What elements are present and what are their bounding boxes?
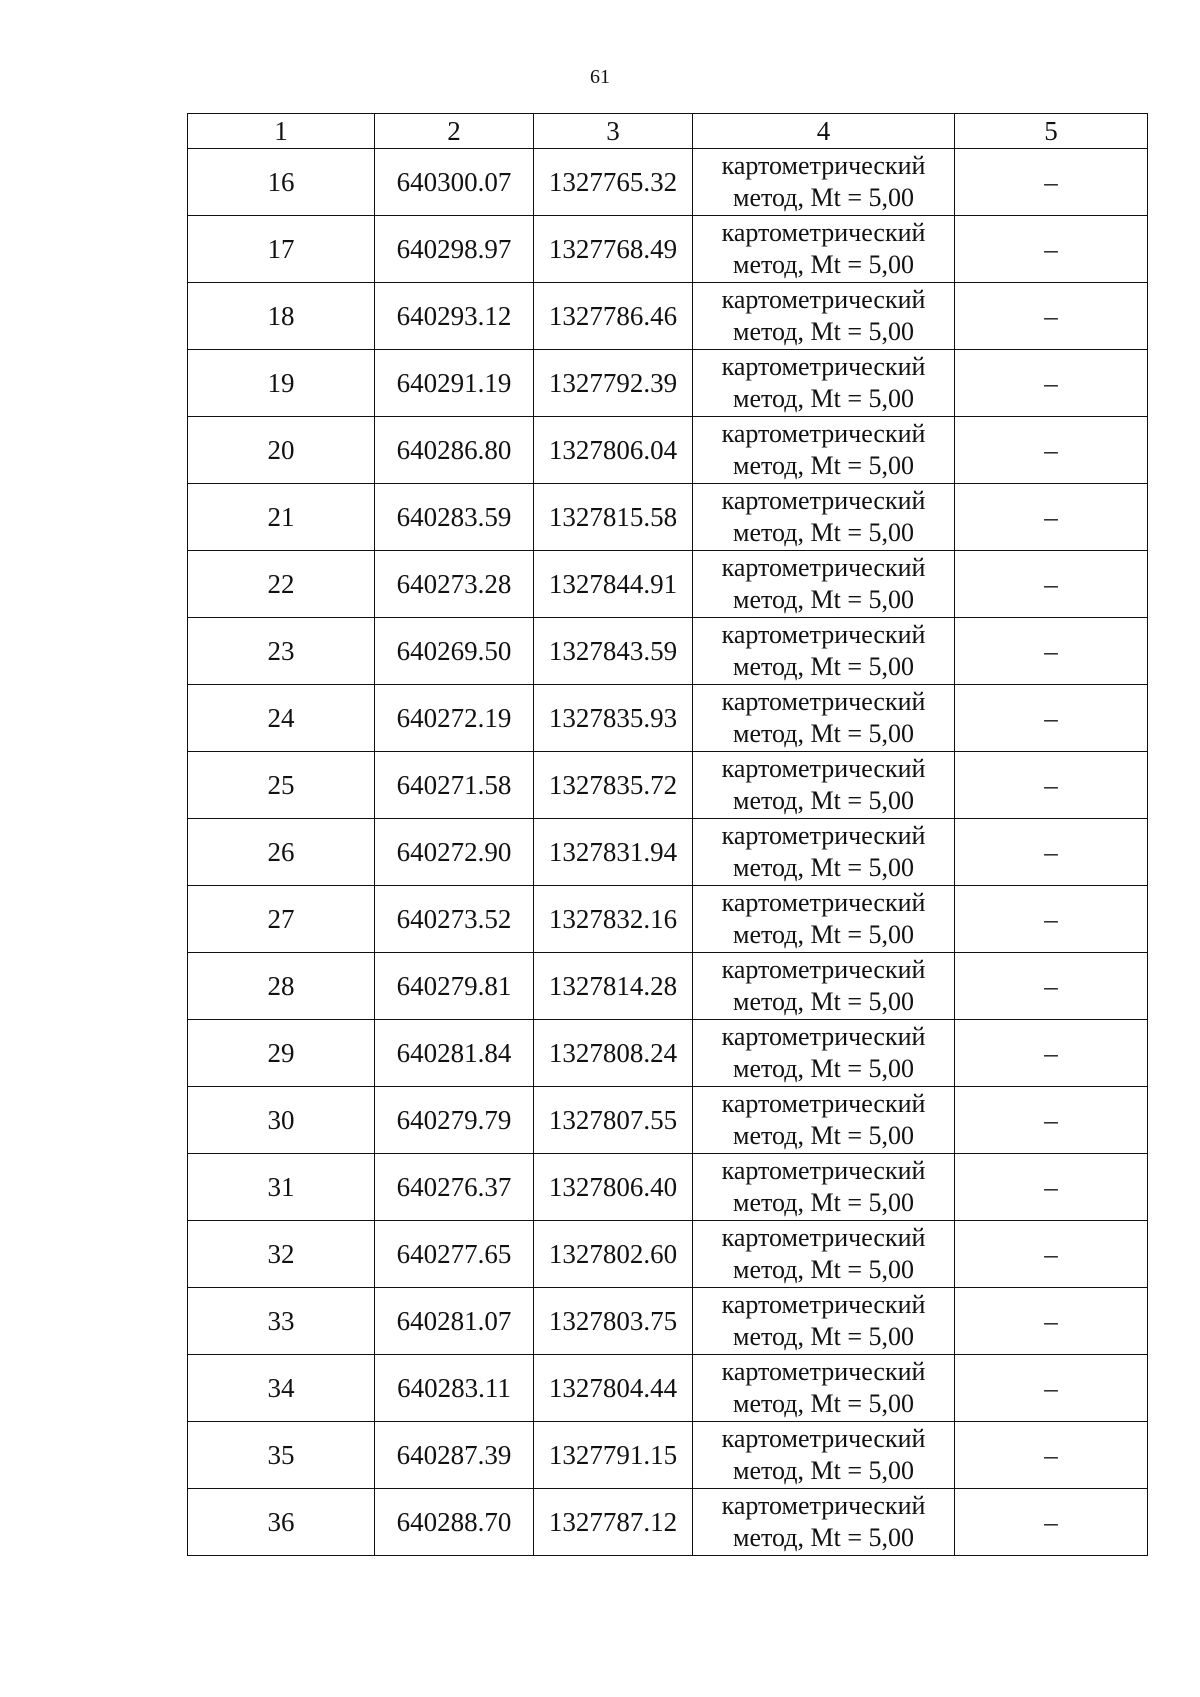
method-line-1: картометрический [721,1156,926,1185]
method-line-2: метод, Mt = 5,00 [733,1121,914,1150]
y-coordinate-cell: 1327802.60 [534,1221,693,1288]
y-coordinate-cell: 1327792.39 [534,350,693,417]
header-col-3: 3 [534,114,693,149]
note-cell: – [955,1154,1148,1221]
note-cell: – [955,1288,1148,1355]
method-cell [693,350,955,417]
method-cell [693,1020,955,1087]
method-cell [693,149,955,216]
method-cell [693,283,955,350]
y-coordinate-cell: 1327768.49 [534,216,693,283]
x-coordinate-cell: 640273.28 [375,551,534,618]
header-col-1: 1 [188,114,375,149]
note-cell: – [955,551,1148,618]
point-number-cell: 36 [188,1489,375,1556]
method-line-1: картометрический [721,553,926,582]
note-cell: – [955,685,1148,752]
table-row [188,618,1148,685]
note-cell: – [955,1489,1148,1556]
x-coordinate-cell: 640283.59 [375,484,534,551]
note-cell: – [955,886,1148,953]
note-cell: – [955,417,1148,484]
method-cell [693,484,955,551]
x-coordinate-cell: 640283.11 [375,1355,534,1422]
note-cell: – [955,752,1148,819]
header-col-5: 5 [955,114,1148,149]
method-line-1: картометрический [721,620,926,649]
point-number-cell: 16 [188,149,375,216]
point-number-cell: 23 [188,618,375,685]
x-coordinate-cell: 640300.07 [375,149,534,216]
method-line-2: метод, Mt = 5,00 [733,183,914,212]
table-row [188,685,1148,752]
method-line-1: картометрический [721,1089,926,1118]
point-number-cell: 26 [188,819,375,886]
point-number-cell: 28 [188,953,375,1020]
x-coordinate-cell: 640281.07 [375,1288,534,1355]
note-cell: – [955,618,1148,685]
y-coordinate-cell: 1327814.28 [534,953,693,1020]
x-coordinate-cell: 640272.90 [375,819,534,886]
x-coordinate-cell: 640281.84 [375,1020,534,1087]
x-coordinate-cell: 640269.50 [375,618,534,685]
method-line-1: картометрический [721,151,926,180]
method-line-1: картометрический [721,1223,926,1252]
method-cell [693,216,955,283]
method-line-2: метод, Mt = 5,00 [733,317,914,346]
note-cell: – [955,819,1148,886]
method-cell [693,618,955,685]
method-line-1: картометрический [721,1357,926,1386]
table-row [188,484,1148,551]
method-cell [693,953,955,1020]
note-cell: – [955,216,1148,283]
method-line-1: картометрический [721,754,926,783]
method-line-1: картометрический [721,955,926,984]
header-col-4: 4 [693,114,955,149]
note-cell: – [955,1422,1148,1489]
x-coordinate-cell: 640273.52 [375,886,534,953]
coordinates-table [187,113,1148,1556]
method-line-2: метод, Mt = 5,00 [733,1054,914,1083]
note-cell: – [955,283,1148,350]
method-line-1: картометрический [721,1424,926,1453]
method-line-1: картометрический [721,285,926,314]
method-line-1: картометрический [721,1290,926,1319]
x-coordinate-cell: 640291.19 [375,350,534,417]
table-row [188,1422,1148,1489]
table-row [188,1355,1148,1422]
method-cell [693,1154,955,1221]
method-line-2: метод, Mt = 5,00 [733,451,914,480]
method-line-2: метод, Mt = 5,00 [733,1456,914,1485]
x-coordinate-cell: 640279.79 [375,1087,534,1154]
page-number: 61 [590,66,610,88]
method-line-2: метод, Mt = 5,00 [733,853,914,882]
note-cell: – [955,1087,1148,1154]
point-number-cell: 20 [188,417,375,484]
point-number-cell: 18 [188,283,375,350]
method-line-2: метод, Mt = 5,00 [733,652,914,681]
x-coordinate-cell: 640287.39 [375,1422,534,1489]
y-coordinate-cell: 1327832.16 [534,886,693,953]
method-line-1: картометрический [721,1491,926,1520]
method-line-1: картометрический [721,687,926,716]
method-line-2: метод, Mt = 5,00 [733,719,914,748]
method-line-1: картометрический [721,419,926,448]
table-row [188,819,1148,886]
method-cell [693,551,955,618]
point-number-cell: 19 [188,350,375,417]
method-cell [693,1422,955,1489]
method-line-2: метод, Mt = 5,00 [733,920,914,949]
x-coordinate-cell: 640298.97 [375,216,534,283]
table-row [188,1087,1148,1154]
method-line-1: картометрический [721,352,926,381]
method-line-2: метод, Mt = 5,00 [733,384,914,413]
y-coordinate-cell: 1327844.91 [534,551,693,618]
y-coordinate-cell: 1327808.24 [534,1020,693,1087]
x-coordinate-cell: 640279.81 [375,953,534,1020]
method-cell [693,1489,955,1556]
method-cell [693,1087,955,1154]
x-coordinate-cell: 640272.19 [375,685,534,752]
note-cell: – [955,1221,1148,1288]
table-header-row [188,114,1148,149]
point-number-cell: 24 [188,685,375,752]
x-coordinate-cell: 640286.80 [375,417,534,484]
point-number-cell: 22 [188,551,375,618]
y-coordinate-cell: 1327806.40 [534,1154,693,1221]
point-number-cell: 17 [188,216,375,283]
point-number-cell: 32 [188,1221,375,1288]
y-coordinate-cell: 1327835.93 [534,685,693,752]
table-row [188,350,1148,417]
y-coordinate-cell: 1327835.72 [534,752,693,819]
y-coordinate-cell: 1327831.94 [534,819,693,886]
method-line-2: метод, Mt = 5,00 [733,1255,914,1284]
method-line-1: картометрический [721,486,926,515]
note-cell: – [955,1355,1148,1422]
y-coordinate-cell: 1327786.46 [534,283,693,350]
table-row [188,283,1148,350]
method-cell [693,886,955,953]
method-cell [693,819,955,886]
table-row [188,149,1148,216]
note-cell: – [955,149,1148,216]
method-line-2: метод, Mt = 5,00 [733,1523,914,1552]
y-coordinate-cell: 1327765.32 [534,149,693,216]
table-row [188,1154,1148,1221]
method-line-2: метод, Mt = 5,00 [733,1188,914,1217]
method-line-1: картометрический [721,821,926,850]
table-body [188,149,1148,1556]
point-number-cell: 29 [188,1020,375,1087]
method-line-1: картометрический [721,1022,926,1051]
method-line-2: метод, Mt = 5,00 [733,1389,914,1418]
table-row [188,216,1148,283]
method-cell [693,1355,955,1422]
x-coordinate-cell: 640288.70 [375,1489,534,1556]
point-number-cell: 27 [188,886,375,953]
method-line-2: метод, Mt = 5,00 [733,987,914,1016]
table-row [188,752,1148,819]
point-number-cell: 25 [188,752,375,819]
method-cell [693,685,955,752]
table-row [188,551,1148,618]
method-line-1: картометрический [721,218,926,247]
header-col-2: 2 [375,114,534,149]
point-number-cell: 31 [188,1154,375,1221]
y-coordinate-cell: 1327791.15 [534,1422,693,1489]
method-line-2: метод, Mt = 5,00 [733,1322,914,1351]
table-row [188,953,1148,1020]
method-cell [693,417,955,484]
method-cell [693,1221,955,1288]
method-line-2: метод, Mt = 5,00 [733,786,914,815]
table-row [188,1489,1148,1556]
point-number-cell: 33 [188,1288,375,1355]
method-line-2: метод, Mt = 5,00 [733,585,914,614]
y-coordinate-cell: 1327806.04 [534,417,693,484]
table-row [188,886,1148,953]
x-coordinate-cell: 640293.12 [375,283,534,350]
point-number-cell: 35 [188,1422,375,1489]
y-coordinate-cell: 1327843.59 [534,618,693,685]
note-cell: – [955,1020,1148,1087]
note-cell: – [955,953,1148,1020]
table-row [188,417,1148,484]
x-coordinate-cell: 640276.37 [375,1154,534,1221]
method-cell [693,752,955,819]
y-coordinate-cell: 1327787.12 [534,1489,693,1556]
note-cell: – [955,350,1148,417]
point-number-cell: 21 [188,484,375,551]
y-coordinate-cell: 1327815.58 [534,484,693,551]
table-row [188,1221,1148,1288]
method-line-2: метод, Mt = 5,00 [733,518,914,547]
table-row [188,1020,1148,1087]
point-number-cell: 30 [188,1087,375,1154]
method-line-1: картометрический [721,888,926,917]
note-cell: – [955,484,1148,551]
y-coordinate-cell: 1327804.44 [534,1355,693,1422]
y-coordinate-cell: 1327807.55 [534,1087,693,1154]
method-line-2: метод, Mt = 5,00 [733,250,914,279]
point-number-cell: 34 [188,1355,375,1422]
method-cell [693,1288,955,1355]
x-coordinate-cell: 640271.58 [375,752,534,819]
table-row [188,1288,1148,1355]
x-coordinate-cell: 640277.65 [375,1221,534,1288]
y-coordinate-cell: 1327803.75 [534,1288,693,1355]
